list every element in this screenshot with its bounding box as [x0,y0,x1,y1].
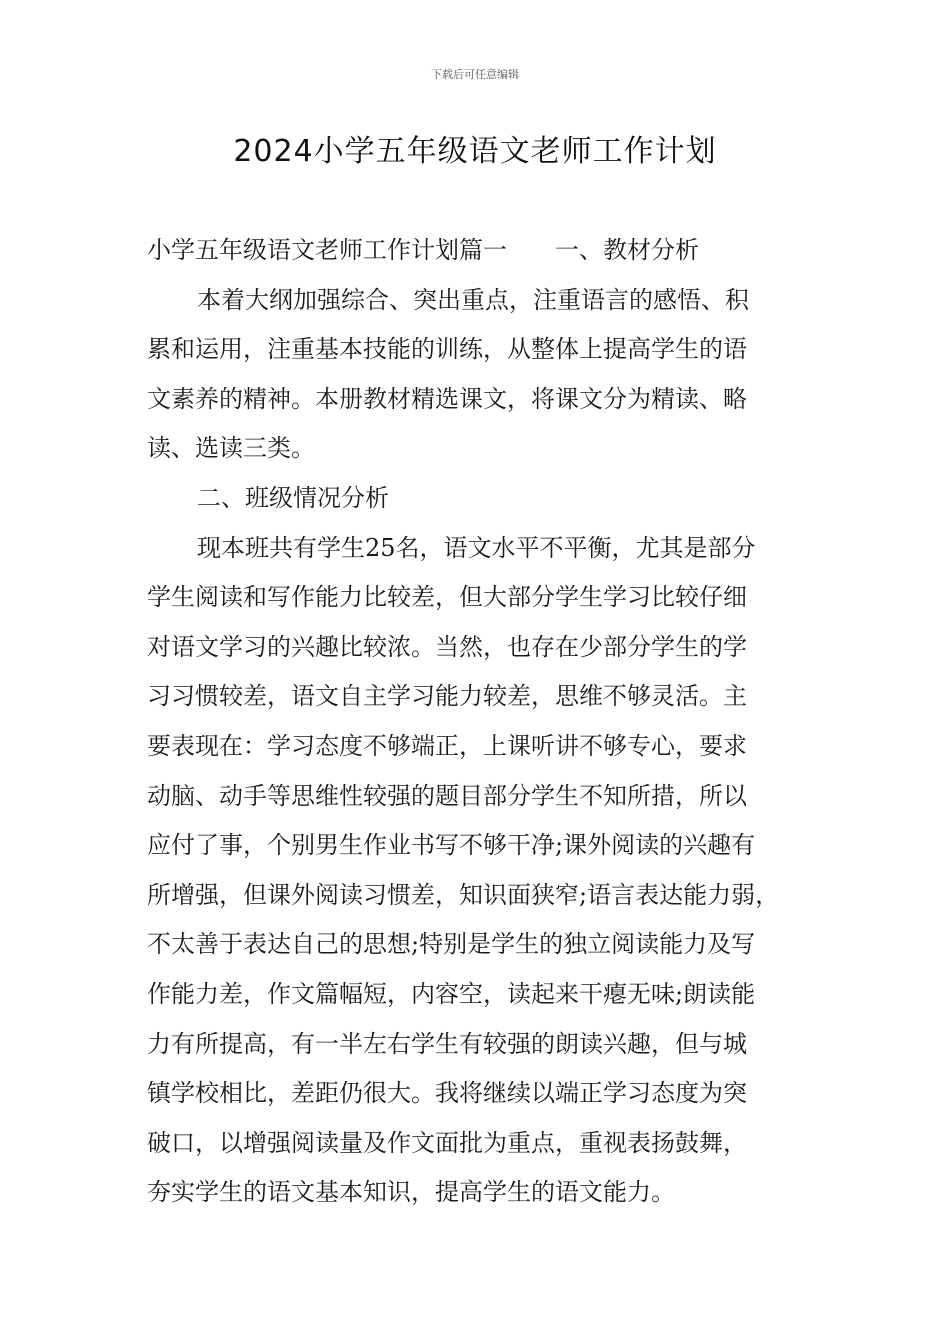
text-line: 不太善于表达自己的思想;特别是学生的独立阅读能力及写 [147,930,756,959]
text-line: 应付了事，个别男生作业书写不够干净;课外阅读的兴趣有 [147,831,756,860]
text-line: 镇学校相比，差距仍很大。我将继续以端正学习态度为突 [147,1079,747,1108]
text-line: 学生阅读和写作能力比较差，但大部分学生学习比较仔细 [147,583,747,612]
text-line [147,226,827,276]
document-body [147,226,827,1218]
text-line: 文素养的精神。本册教材精选课文，将课文分为精读、略 [147,384,747,413]
section-heading-line: 小学五年级语文老师工作计划篇一 [147,236,507,264]
header-note: 下载后可任意编辑 [431,68,519,81]
text-line: 作能力差，作文篇幅短，内容空，读起来干瘪无味;朗读能 [147,979,756,1008]
text-line: 读、选读三类。 [147,434,315,463]
text-line: 夯实学生的语文基本知识，提高学生的语文能力。 [147,1178,675,1207]
text-line: 对语文学习的兴趣比较浓。当然，也存在少部分学生的学 [147,632,747,661]
text-line: 习习惯较差，语文自主学习能力较差，思维不够灵活。主 [147,682,747,711]
text-line: 力有所提高，有一半左右学生有较强的朗读兴趣，但与城 [147,1029,747,1058]
text-line: 累和运用，注重基本技能的训练，从整体上提高学生的语 [147,335,747,364]
text-line: 本着大纲加强综合、突出重点，注重语言的感悟、积 [197,285,749,314]
document-title: 2024小学五年级语文老师工作计划 [233,134,717,169]
text-line: 要表现在：学习态度不够端正，上课听讲不够专心，要求 [147,731,747,760]
section-heading: 一、教材分析 [555,236,699,264]
text-line: 所增强，但课外阅读习惯差，知识面狭窄;语言表达能力弱， [147,880,780,909]
text-line: 动脑、动手等思维性较强的题目部分学生不知所措，所以 [147,781,747,810]
text-line: 破口，以增强阅读量及作文面批为重点，重视表扬鼓舞， [147,1128,747,1157]
section-heading: 二、班级情况分析 [197,483,389,512]
text-line: 现本班共有学生25名，语文水平不平衡，尤其是部分 [197,533,756,562]
